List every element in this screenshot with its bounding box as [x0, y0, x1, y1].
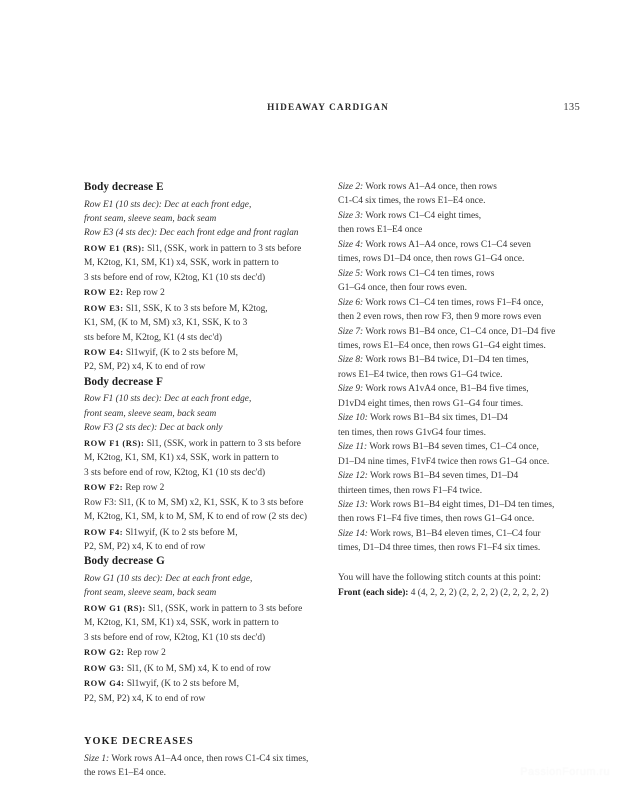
text-line: P2, SM, P2) x4, K to end of row	[84, 362, 206, 373]
size-label: Size 8:	[338, 355, 364, 366]
row-instruction-text: Sl1wyif, (K to 2 sts before M,	[123, 348, 239, 359]
text-line: 3 sts before end of row, K2tog, K1 (10 sts dec'd)	[84, 632, 266, 643]
size-instruction-line	[338, 469, 576, 483]
text-line: M, K2tog, K1, SM, K1) x4, SSK, work in pattern to	[84, 453, 279, 464]
text-line: sts before M, K2tog, K1 (4 sts dec'd)	[84, 332, 222, 343]
size-instruction-text: Work rows A1–A4 once, then rows	[363, 182, 497, 192]
size-instruction-line	[338, 180, 576, 194]
size-instruction-line	[338, 209, 576, 223]
row-instruction-text: Sl1wyif, (K to 2 sts before M,	[123, 527, 238, 538]
pattern-note-line: Row E1 (10 sts dec): Dec at each front edge,	[84, 199, 252, 210]
pattern-note-line: front seam, sleeve seam, back seam	[84, 408, 217, 419]
stitch-counts-line	[338, 586, 576, 600]
row-instruction-text: Rep row 2	[123, 288, 165, 299]
pattern-note-line: Row G1 (10 sts dec): Dec at each front edge,	[84, 573, 253, 584]
row-label: ROW E2:	[84, 287, 124, 298]
running-header	[76, 102, 580, 118]
row-label: ROW E1 (RS):	[84, 242, 145, 253]
text-line: D1vD4 eight times, then rows G1–G4 four times.	[338, 398, 524, 409]
size-instruction-text: Work rows B1–B4 seven times, C1–C4 once,	[367, 442, 539, 453]
left-column	[84, 180, 312, 781]
size-label: Size 3:	[338, 210, 364, 221]
pattern-note-line: Row F3 (2 sts dec): Dec at back only	[84, 423, 223, 434]
size-instruction-text: Work rows, B1–B4 eleven times, C1–C4 four	[367, 528, 541, 539]
text-line: P2, SM, P2) x4, K to end of row	[84, 541, 206, 552]
text-line: thirteen times, then rows F1–F4 twice.	[338, 485, 483, 496]
size-instruction-line	[338, 382, 576, 396]
size-instruction-line	[338, 498, 576, 512]
row-instruction-line	[84, 645, 312, 660]
size-instruction-block	[338, 209, 576, 238]
row-label: ROW F2:	[84, 482, 124, 493]
text-line: Row F3: Sl1, (K to M, SM) x2, K1, SSK, K to 3 sts before	[84, 497, 304, 508]
size-label: Size 1:	[84, 754, 110, 764]
size-instruction-block	[338, 411, 576, 440]
size-instruction-text: Work rows A1–A4 once, then rows C1-C4 six times,	[109, 754, 309, 764]
right-column	[338, 180, 576, 600]
text-line: K1, SM, (K to M, SM) x3, K1, SSK, K to 3	[84, 318, 248, 329]
size-instruction-text: Work rows B1–B4 seven times, D1–D4	[367, 471, 519, 482]
text-line: times, rows D1–D4 once, then rows G1–G4 once.	[338, 254, 525, 265]
size-instruction-line	[338, 527, 576, 541]
size-instruction-block	[338, 267, 576, 296]
size-instruction-text: Work rows B1–B4 once, C1–C4 once, D1–D4 five	[363, 326, 556, 337]
pattern-note-line: front seam, sleeve seam, back seam	[84, 213, 217, 224]
row-instruction-line	[84, 661, 312, 676]
size-label: Size 11:	[338, 442, 368, 453]
text-line: rows E1–E4 twice, then rows G1–G4 twice.	[338, 369, 503, 380]
size-label: Size 6:	[338, 297, 364, 308]
size-instructions-list	[338, 180, 576, 556]
yoke-decreases-heading: YOKE DECREASES	[84, 736, 194, 747]
size-instruction-block	[338, 238, 576, 267]
row-instruction-line	[84, 345, 312, 360]
row-label: ROW F1 (RS):	[84, 437, 145, 448]
row-instruction-text: Sl1, (SSK, work in pattern to 3 sts before	[144, 438, 301, 449]
stitch-counts-group	[338, 571, 576, 600]
size-label: Size 13:	[338, 499, 368, 510]
stitch-counts-value: 4 (4, 2, 2, 2) (2, 2, 2, 2) (2, 2, 2, 2, 2)	[408, 587, 549, 598]
size-instruction-text: Work rows C1–C4 ten times, rows	[363, 268, 495, 279]
size-label: Size 10:	[338, 413, 368, 424]
row-instruction-text: Sl1, SSK, K to 3 sts before M, K2tog,	[123, 303, 268, 314]
size-label: Size 2:	[338, 182, 364, 192]
text-line: then 2 even rows, then row F3, then 9 more rows even	[338, 312, 542, 323]
size-instruction-block	[338, 325, 576, 354]
size-label: Size 5:	[338, 268, 364, 279]
row-instruction-text: Sl1, (K to M, SM) x4, K to end of row	[124, 663, 271, 674]
row-label: ROW G4:	[84, 678, 125, 689]
row-label: ROW G2:	[84, 647, 125, 658]
row-instruction-line	[84, 436, 312, 451]
size-label: Size 9:	[338, 384, 364, 395]
row-instruction-line	[84, 601, 312, 616]
size-instruction-line	[338, 325, 576, 339]
size-instruction-line	[338, 353, 576, 367]
body-decrease-section	[84, 554, 312, 706]
size-instruction-text: Work rows C1–C4 ten times, rows F1–F4 once,	[363, 297, 544, 308]
running-header-title: HIDEAWAY CARDIGAN	[267, 102, 389, 112]
body-decrease-sections	[84, 180, 312, 706]
stitch-counts-label: Front (each side):	[338, 587, 409, 598]
size-instruction-block	[338, 353, 576, 382]
row-instruction-text: Sl1, (SSK, work in pattern to 3 sts before	[145, 603, 303, 614]
text-line: M, K2tog, K1, SM, K1) x4, SSK, work in pattern to	[84, 618, 279, 629]
row-label: ROW G3:	[84, 662, 125, 673]
row-instruction-text: Rep row 2	[124, 648, 166, 659]
text-line: then rows E1–E4 once	[338, 225, 423, 236]
pattern-note-line: Row E3 (4 sts dec): Dec each front edge and front raglan	[84, 228, 299, 239]
row-instruction-line	[84, 525, 312, 540]
text-line: ten times, then rows G1vG4 four times.	[338, 427, 486, 438]
size-instruction-text: Work rows A1vA4 once, B1–B4 five times,	[363, 384, 529, 395]
pattern-note-line: front seam, sleeve seam, back seam	[84, 588, 217, 599]
text-line: G1–G4 once, then four rows even.	[338, 283, 467, 294]
text-line: P2, SM, P2) x4, K to end of row	[84, 693, 206, 704]
row-instruction-line	[84, 241, 312, 256]
row-instruction-line	[84, 676, 312, 691]
text-line: the rows E1–E4 once.	[84, 768, 166, 779]
size-instruction-block	[338, 382, 576, 411]
text-line: then rows F1–F4 five times, then rows G1–G4 once.	[338, 514, 535, 525]
section-heading: Body decrease E	[84, 181, 164, 193]
text-line: times, rows E1–E4 once, then rows G1–G4 eight times.	[338, 340, 546, 351]
row-instruction-text: Rep row 2	[123, 483, 165, 494]
row-instruction-line	[84, 301, 312, 316]
section-heading: Body decrease G	[84, 555, 165, 568]
row-instruction-text: Sl1wyif, (K to 2 sts before M,	[124, 679, 239, 690]
size-instruction-text: Work rows C1–C4 eight times,	[363, 210, 482, 221]
page-number: 135	[563, 102, 580, 113]
row-label: ROW E4:	[84, 347, 124, 358]
row-instruction-line	[84, 285, 312, 300]
row-label: ROW G1 (RS):	[84, 602, 146, 613]
size-instruction-block	[338, 440, 576, 469]
text-line: times, D1–D4 three times, then rows F1–F4 six times.	[338, 543, 541, 554]
watermark: PassionForum.ru	[520, 766, 610, 778]
section-heading: Body decrease F	[84, 375, 163, 388]
text-line: 3 sts before end of row, K2tog, K1 (10 sts dec'd)	[84, 467, 266, 478]
size-instruction-block	[338, 469, 576, 498]
body-decrease-section	[84, 375, 312, 554]
text-line: C1-C4 six times, the rows E1–E4 once.	[338, 196, 486, 207]
size-instruction-text: Work rows B1–B4 twice, D1–D4 ten times,	[363, 355, 529, 366]
size-instruction-line	[338, 267, 576, 281]
row-label: ROW F4:	[84, 526, 124, 537]
stitch-counts-block	[338, 571, 576, 600]
size-instruction-line	[338, 411, 576, 425]
size-instruction-block	[338, 180, 576, 209]
text-line: M, K2tog, K1, SM, K1) x4, SSK, work in pattern to	[84, 258, 279, 269]
text-line: D1–D4 nine times, F1vF4 twice then rows G1–G4 once.	[338, 456, 550, 467]
size-instruction-block	[338, 498, 576, 527]
size-instruction-block	[338, 527, 576, 556]
size-instruction-text: Work rows B1–B4 six times, D1–D4	[367, 413, 508, 424]
body-decrease-section	[84, 180, 312, 375]
yoke-decreases-section	[84, 734, 312, 781]
row-label: ROW E3:	[84, 302, 124, 313]
pattern-note-line: Row F1 (10 sts dec): Dec at each front edge,	[84, 394, 252, 405]
text-line: 3 sts before end of row, K2tog, K1 (10 sts dec'd)	[84, 272, 266, 283]
size-instruction-line	[84, 752, 312, 766]
size-instruction-block	[338, 296, 576, 325]
size-label: Size 12:	[338, 471, 368, 482]
text-line: M, K2tog, K1, SM, k to M, SM, K to end of row (2 sts dec)	[84, 512, 307, 523]
size-instruction-line	[338, 440, 576, 454]
stitch-counts-intro: You will have the following stitch counts at this point:	[338, 573, 541, 584]
size-label: Size 7:	[338, 326, 364, 337]
row-instruction-text: Sl1, (SSK, work in pattern to 3 sts before	[144, 243, 302, 254]
size-label: Size 14:	[338, 528, 368, 539]
size-instruction-line	[338, 238, 576, 252]
size-label: Size 4:	[338, 239, 364, 250]
size-instruction-line	[338, 296, 576, 310]
size-instruction-text: Work rows A1–A4 once, rows C1–C4 seven	[363, 239, 531, 250]
size-instruction-text: Work rows B1–B4 eight times, D1–D4 ten times,	[367, 499, 555, 510]
row-instruction-line	[84, 480, 312, 495]
